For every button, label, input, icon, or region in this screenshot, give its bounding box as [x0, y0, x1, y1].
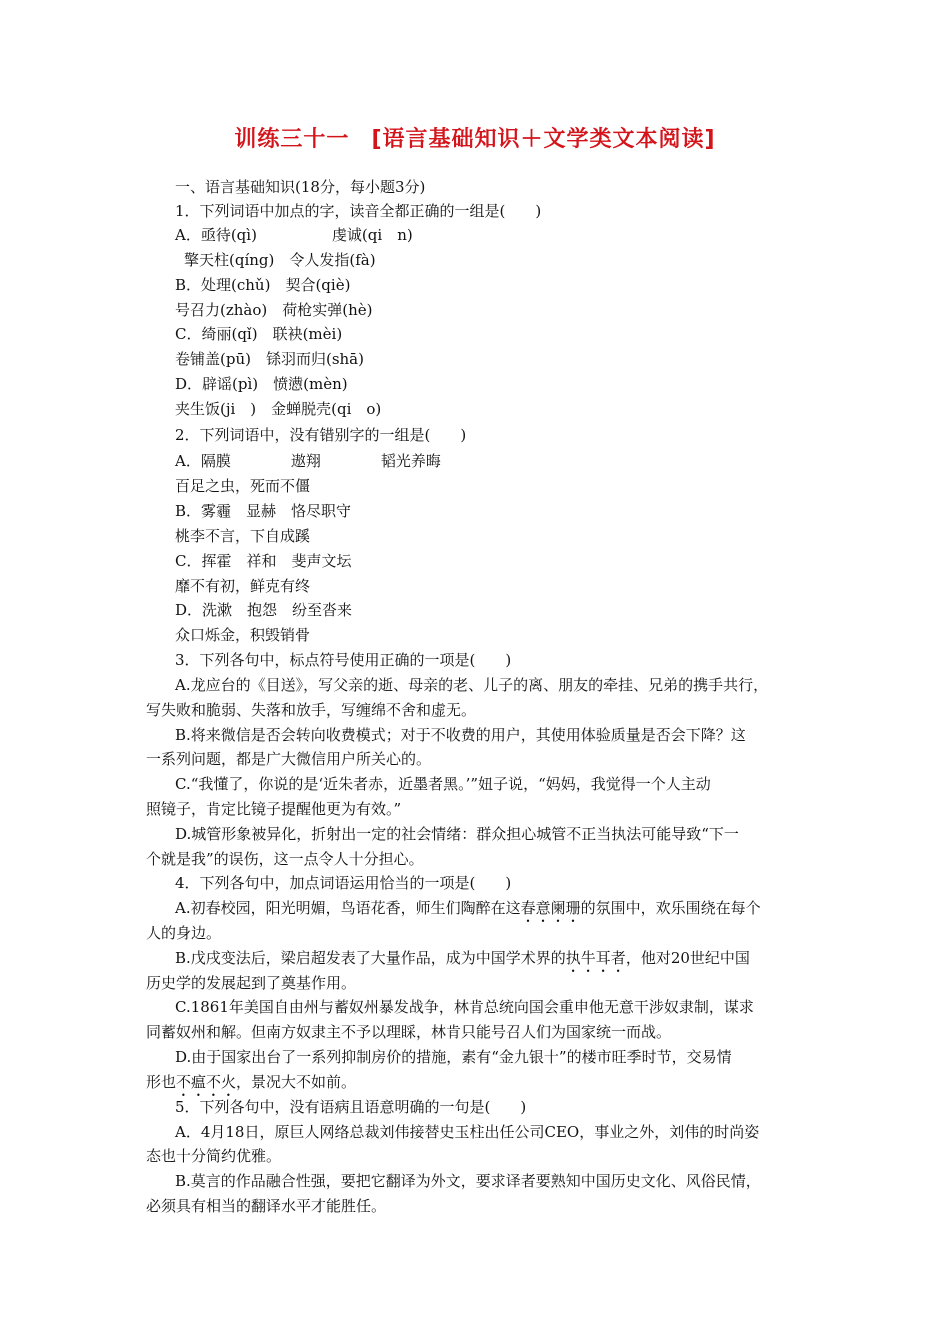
q4-option-a-line2: 人的身边。: [146, 924, 222, 942]
q3-option-d-line2: 个就是我”的误伤，这一点令人十分担心。: [146, 850, 424, 868]
page-title: [0, 122, 950, 153]
q3-option-c-line2: 照镜子，肯定比镜子提醒他更为有效。”: [146, 800, 402, 818]
q4-option-d-line2: [146, 1072, 356, 1100]
q1-option-b-line1: B．处理(chǔ) 契合(qiè): [175, 276, 351, 294]
q3-option-a-line2: 写失败和脆弱、失落和放手，写缠绵不舍和虚无。: [146, 701, 477, 719]
q3-option-c-line1: C.“我懂了，你说的是‘近朱者赤，近墨者黑。’”妞子说，“妈妈，我觉得一个人主动: [175, 775, 711, 793]
q5-option-b-line1: B.莫言的作品融合性强，要把它翻译为外文，要求译者要熟知中国历史文化、风俗民情，: [175, 1172, 761, 1190]
q1-option-d-line1: D．辟谣(pì) 愤懑(mèn): [175, 375, 348, 393]
q4-option-a-line1: [175, 898, 761, 926]
q4-option-b-line2: 历史学的发展起到了奠基作用。: [146, 974, 357, 992]
q2-option-c-line2: 靡不有初，鲜克有终: [175, 577, 311, 595]
q2-option-a-line2: 百足之虫，死而不僵: [175, 477, 311, 495]
q3-option-b-line2: 一系列问题，都是广大微信用户所关心的。: [146, 750, 432, 768]
q4-b-text: B.戊戌变法后，梁启超发表了大量作品，成为中国学术界的: [175, 949, 566, 967]
q5-option-a-line2: 态也十分简约优雅。: [146, 1147, 282, 1165]
q1-option-d-line2: 夹生饭(ji ) 金蝉脱壳(qi o): [175, 400, 382, 418]
q4-d-text: 形也: [146, 1073, 177, 1091]
dotted-phrase: 不瘟不火: [176, 1073, 237, 1091]
q2-option-b-line1: B．雾霾 显赫 恪尽职守: [175, 502, 352, 520]
q2-option-d-line1: D．洗漱 抱怨 纷至沓来: [175, 601, 353, 619]
title-main: 训练三十一: [234, 127, 350, 152]
title-sub: [语言基础知识＋文学类文本阅读]: [371, 127, 716, 152]
q3-option-b-line1: B.将来微信是否会转向收费模式；对于不收费的用户，其使用体验质量是否会下降？这: [175, 726, 746, 744]
q4-b-text-tail: ，他对20世纪中国: [625, 949, 750, 967]
q1-option-a-line1: A．亟待(qì) 虔诚(qi n): [175, 226, 413, 244]
q4-option-c-line1: C.1861年美国自由州与蓄奴州暴发战争，林肯总统向国会重申他无意干涉奴隶制，谋求: [175, 998, 754, 1016]
q2-option-b-line2: 桃李不言，下自成蹊: [175, 527, 311, 545]
dotted-phrase: 春意阑珊: [520, 899, 581, 917]
q1-stem: 1．下列词语中加点的字，读音全都正确的一组是( ): [175, 202, 542, 220]
q2-stem: 2．下列词语中，没有错别字的一组是( ): [175, 426, 467, 444]
q4-stem: 4．下列各句中，加点词语运用恰当的一项是( ): [175, 874, 512, 892]
q3-option-a-line1: A.龙应台的《目送》，写父亲的逝、母亲的老、儿子的离、朋友的牵挂、兄弟的携手共行，: [175, 676, 769, 694]
q2-option-c-line1: C．挥霍 祥和 斐声文坛: [175, 552, 352, 570]
dotted-phrase: 执牛耳者: [565, 949, 626, 967]
q5-option-a-line1: A．4月18日，原巨人网络总裁刘伟接替史玉柱出任公司CEO，事业之外，刘伟的时尚姿: [175, 1123, 760, 1141]
q2-option-d-line2: 众口烁金，积毁销骨: [175, 626, 311, 644]
q4-option-c-line2: 同蓄奴州和解。但南方奴隶主不予以理睬，林肯只能号召人们为国家统一而战。: [146, 1023, 672, 1041]
q4-option-d-line1: D.由于国家出台了一系列抑制房价的措施，素有“金九银十”的楼市旺季时节，交易情: [175, 1048, 732, 1066]
q3-stem: 3．下列各句中，标点符号使用正确的一项是( ): [175, 651, 512, 669]
q1-option-c-line1: C．绮丽(qǐ) 联袂(mèi): [175, 325, 343, 343]
q2-option-a-line1: A．隔膜 遨翔 韬光养晦: [175, 452, 441, 470]
q5-stem: 5．下列各句中，没有语病且语意明确的一句是( ): [175, 1098, 527, 1116]
q4-a-text: A.初春校园，阳光明媚，鸟语花香，师生们陶醉在这: [175, 899, 521, 917]
q4-d-text-tail: ，景况大不如前。: [236, 1073, 357, 1091]
q1-option-b-line2: 号召力(zhào) 荷枪实弹(hè): [175, 301, 373, 319]
q4-option-b-line1: [175, 948, 750, 976]
section-heading: 一、语言基础知识(18分，每小题3分): [175, 178, 426, 196]
q1-option-c-line2: 卷铺盖(pū) 铩羽而归(shā): [175, 350, 364, 368]
q5-option-b-line2: 必须具有相当的翻译水平才能胜任。: [146, 1197, 387, 1215]
q3-option-d-line1: D.城管形象被异化，折射出一定的社会情绪：群众担心城管不正当执法可能导致“下一: [175, 825, 739, 843]
q4-a-text-tail: 的氛围中，欢乐围绕在每个: [580, 899, 761, 917]
q1-option-a-line2: 擎天柱(qíng) 令人发指(fà): [184, 251, 376, 269]
